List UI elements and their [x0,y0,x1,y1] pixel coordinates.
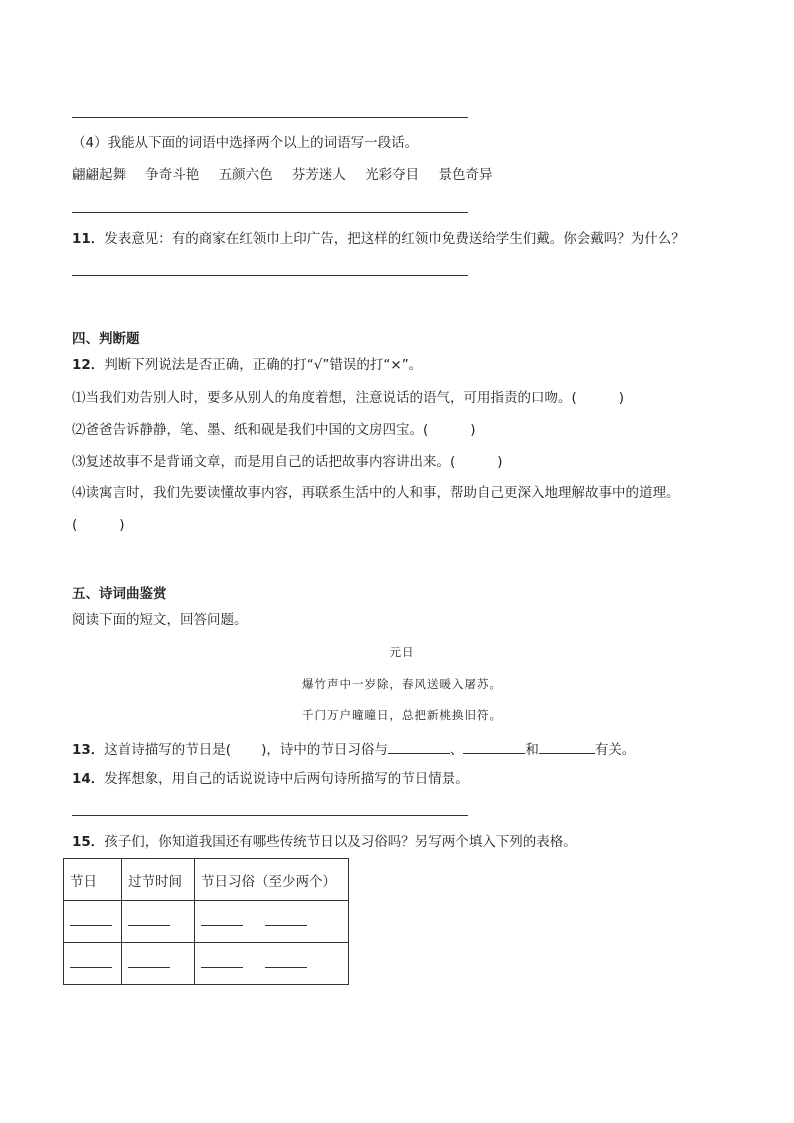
q11-question [72,230,685,248]
judge-item-text: ⑵爸爸告诉静静，笔、墨、纸和砚是我们中国的文房四宝。( [72,422,429,438]
word-bank [72,166,507,184]
answer-blank[interactable] [463,739,525,754]
close-paren: ) [119,517,125,533]
table-header: 节日 [64,859,122,901]
answer-blank[interactable] [201,955,243,968]
word-bank-item: 景色奇异 [438,167,493,183]
answer-blank[interactable] [70,913,112,926]
table-header-row [64,859,349,901]
section-title: 五、诗词曲鉴赏 [72,586,167,602]
judge-item: ⑷读寓言时，我们先要读懂故事内容，再联系生活中的人和事，帮助自己更深入地理解故事中的道理。 [72,485,680,501]
close-paren: ) [497,454,503,470]
answer-blank[interactable] [128,955,170,968]
separator: 和 [525,742,539,758]
answer-blank[interactable] [128,913,170,926]
question-text: 这首诗描写的节日是( [104,742,232,758]
section-title: 四、判断题 [72,331,140,347]
question-number: 15． [72,834,105,850]
answer-line[interactable] [72,815,468,816]
question-text: 发挥想象，用自己的话说说诗中后两句诗所描写的节日情景。 [104,771,469,787]
word-bank-item: 五颜六色 [218,167,273,183]
word-bank-item: 光彩夺目 [365,167,420,183]
answer-blank[interactable] [265,913,307,926]
table-header: 节日习俗（至少两个） [195,859,349,901]
table-row [64,901,349,943]
question-number: 14． [72,771,105,787]
question-text: 有关。 [594,742,636,758]
answer-line[interactable] [72,117,468,118]
question-text: 判断下列说法是否正确，正确的打“√”错误的打“×”。 [104,357,423,373]
poem-line: 千门万户曈曈日，总把新桃换旧符。 [302,708,502,722]
answer-blank[interactable] [201,913,243,926]
festival-table [63,858,349,985]
question-number: 12． [72,357,105,373]
table-cell[interactable] [122,901,195,943]
word-bank-item: 翩翩起舞 [72,167,126,183]
question-text: 孩子们，你知道我国还有哪些传统节日以及习俗吗？另写两个填入下列的表格。 [104,834,577,850]
table-cell[interactable] [64,943,122,985]
table-header: 过节时间 [122,859,195,901]
q13-question [72,739,635,759]
word-bank-item: 芬芳迷人 [291,167,346,183]
q15-question [72,833,577,851]
word-bank-item: 争奇斗艳 [145,167,200,183]
question-number: 13． [72,742,105,758]
open-paren: ( [72,517,78,533]
answer-line[interactable] [72,212,468,213]
poem-line: 爆竹声中一岁除，春风送暖入屠苏。 [302,677,502,691]
q10-4-prompt: （4）我能从下面的词语中选择两个以上的词语写一段话。 [72,135,419,151]
table-cell[interactable] [64,901,122,943]
answer-blank[interactable] [70,955,112,968]
question-text: 发表意见：有的商家在红领巾上印广告，把这样的红领巾免费送给学生们戴。你会戴吗？为什么？ [104,231,685,247]
table-cell[interactable] [195,901,349,943]
judge-item [72,389,624,407]
separator: 、 [449,742,464,758]
question-text: )，诗中的节日习俗与 [261,742,388,758]
section-intro: 阅读下面的短文，回答问题。 [72,612,248,628]
judge-item-text: ⑴当我们劝告别人时，要多从别人的角度着想，注意说话的语气，可用指责的口吻。( [72,390,577,406]
answer-blank[interactable] [539,739,595,754]
table-cell[interactable] [195,943,349,985]
table-cell[interactable] [122,943,195,985]
judge-item-paren [72,516,125,534]
q12-question [72,356,422,374]
poem-title: 元日 [389,645,415,659]
judge-item [72,453,503,471]
table-row [64,943,349,985]
question-number: 11． [72,231,105,247]
answer-blank[interactable] [388,739,450,754]
answer-line[interactable] [72,275,468,276]
judge-item-text: ⑶复述故事不是背诵文章，而是用自己的话把故事内容讲出来。( [72,454,456,470]
q14-question [72,770,469,788]
close-paren: ) [618,390,625,406]
close-paren: ) [470,422,476,438]
answer-blank[interactable] [265,955,307,968]
judge-item [72,421,476,439]
